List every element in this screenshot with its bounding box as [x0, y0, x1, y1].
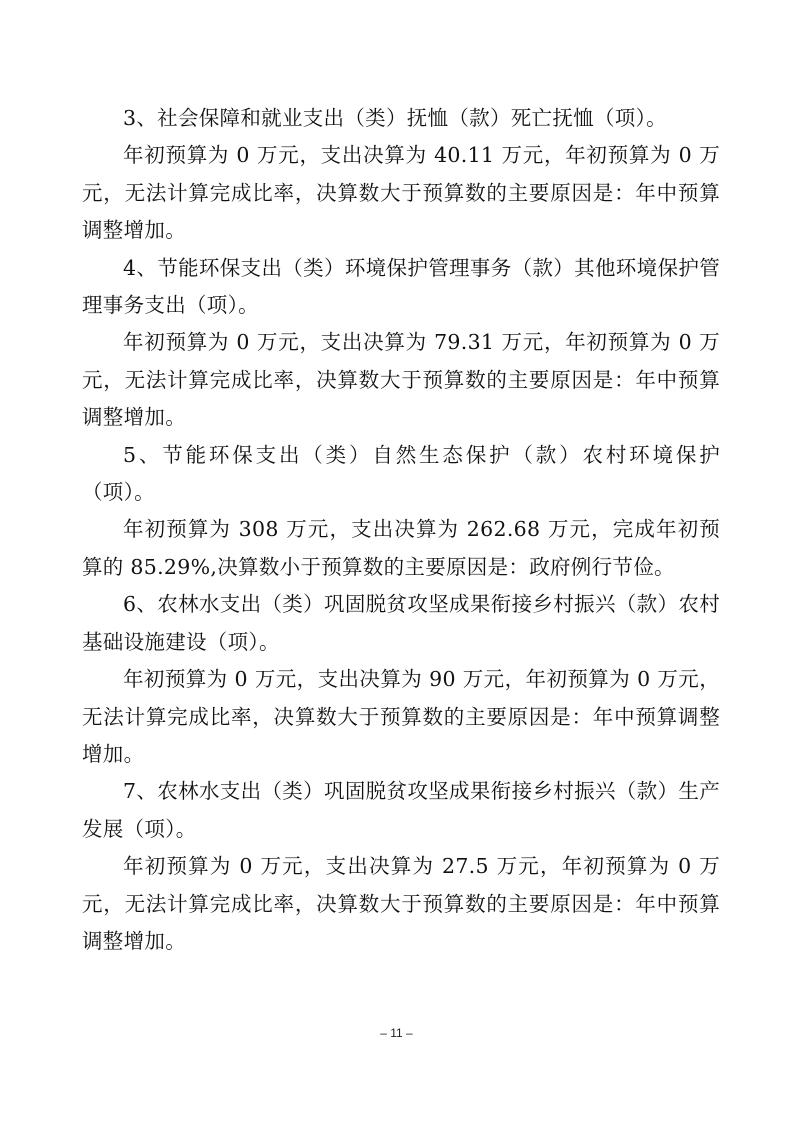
item-3-description: 年初预算为 0 万元，支出决算为 40.11 万元，年初预算为 0 万元，无法计算完成比率，决算数大于预算数的主要原因是：年中预算调整增加。 — [82, 143, 720, 243]
item-5-heading: 5、节能环保支出（类）自然生态保护（款）农村环境保护（项）。 — [82, 442, 720, 505]
document-body — [82, 100, 720, 960]
item-7-description: 年初预算为 0 万元，支出决算为 27.5 万元，年初预算为 0 万元，无法计算完成比率，决算数大于预算数的主要原因是：年中预算调整增加。 — [82, 854, 720, 953]
item-7-heading: 7、农林水支出（类）巩固脱贫攻坚成果衔接乡村振兴（款）生产发展（项）。 — [82, 779, 720, 841]
item-3-heading: 3、社会保障和就业支出（类）抚恤（款）死亡抚恤（项）。 — [123, 106, 667, 130]
item-6-heading: 6、农林水支出（类）巩固脱贫攻坚成果衔接乡村振兴（款）农村基础设施建设（项）。 — [82, 592, 720, 654]
item-4-description: 年初预算为 0 万元，支出决算为 79.31 万元，年初预算为 0 万元，无法计算完成比率，决算数大于预算数的主要原因是：年中预算调整增加。 — [82, 330, 720, 430]
page-number: – 11 – — [380, 1026, 413, 1040]
item-6-description: 年初预算为 0 万元，支出决算为 90 万元，年初预算为 0 万元，无法计算完成比率，决算数大于预算数的主要原因是：年中预算调整增加。 — [82, 667, 720, 766]
item-5-description: 年初预算为 308 万元，支出决算为 262.68 万元，完成年初预算的 85.29%,决算数小于预算数的主要原因是：政府例行节俭。 — [82, 517, 720, 579]
item-4-heading: 4、节能环保支出（类）环境保护管理事务（款）其他环境保护管理事务支出（项）。 — [82, 255, 720, 318]
